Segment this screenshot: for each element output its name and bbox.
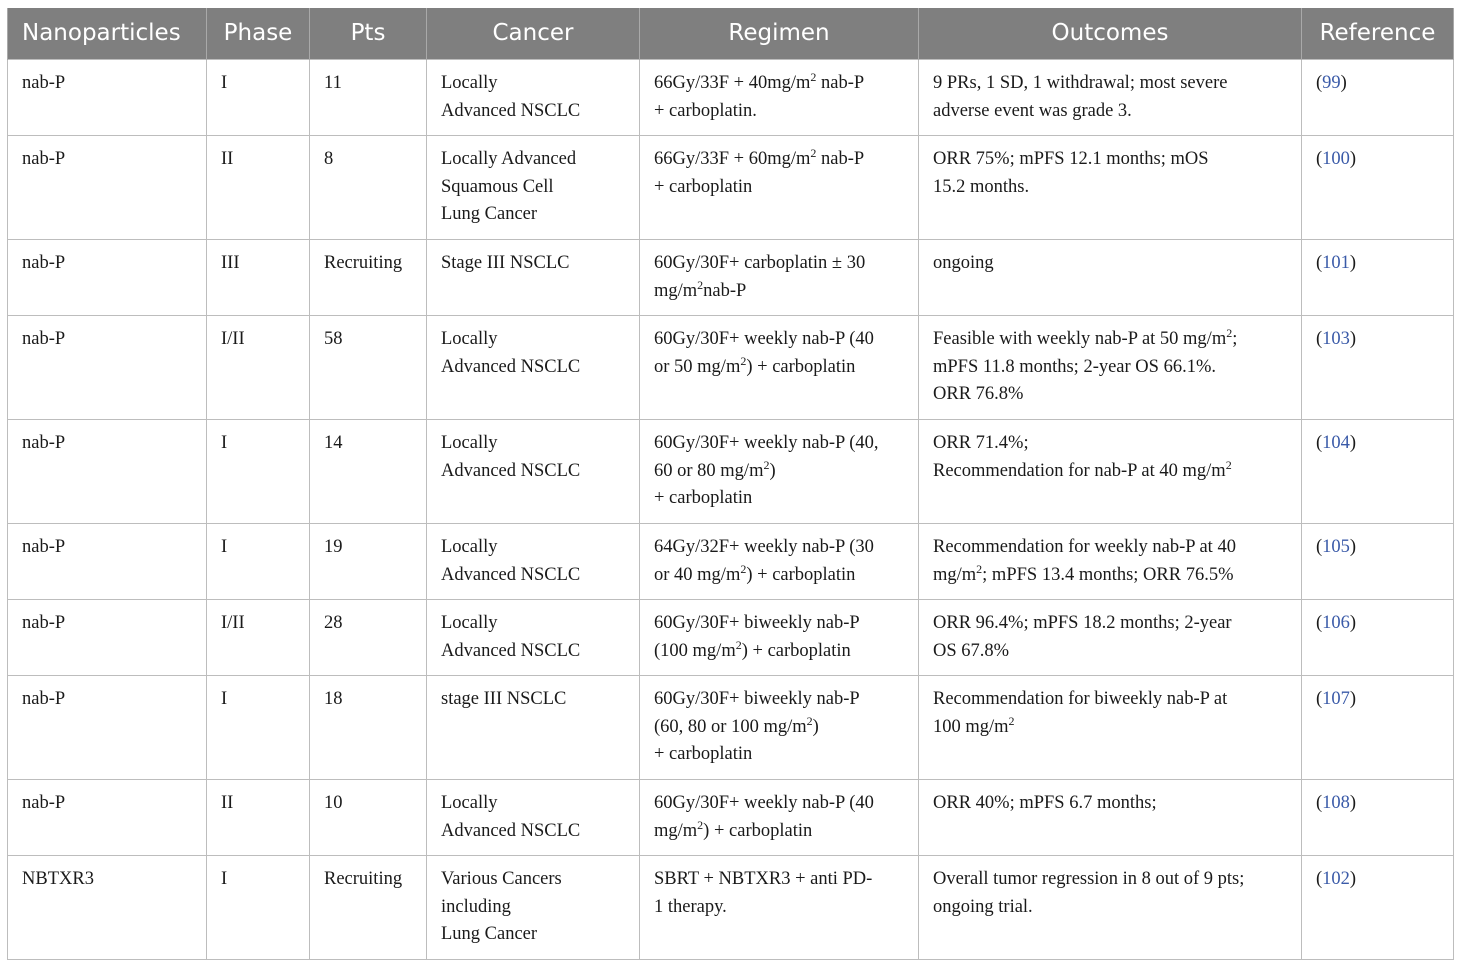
cell-regimen: 60Gy/30F+ weekly nab-P (40, 60 or 80 $mg/m^2$) + carboplatin — [640, 420, 919, 524]
cell-outcomes: ongoing — [919, 240, 1302, 316]
table-row — [8, 600, 1454, 676]
cell-regimen: SBRT + NBTXR3 + anti PD- 1 therapy. — [640, 856, 919, 960]
cell-phase: I/II — [207, 316, 310, 420]
cell-regimen: $66Gy/33F + 40mg/m^2$ nab-P + carboplatin. — [640, 60, 919, 136]
cell-nanoparticles: nab-P — [8, 316, 207, 420]
cell-pts: 18 — [310, 676, 427, 780]
header-cancer: Cancer — [427, 8, 640, 60]
cell-pts: 58 — [310, 316, 427, 420]
cell-reference: (108) — [1302, 780, 1454, 856]
cell-cancer: Stage III NSCLC — [427, 240, 640, 316]
cell-cancer: Locally Advanced Squamous Cell Lung Cancer — [427, 136, 640, 240]
cell-outcomes: ORR 71.4%; Recommendation for nab-P at 40 $mg/m^2$ — [919, 420, 1302, 524]
header-reference: Reference — [1302, 8, 1454, 60]
cell-cancer: Locally Advanced NSCLC — [427, 60, 640, 136]
cell-nanoparticles: nab-P — [8, 136, 207, 240]
cell-cancer: Locally Advanced NSCLC — [427, 780, 640, 856]
table-row — [8, 316, 1454, 420]
reference-link[interactable]: 101 — [1322, 253, 1350, 273]
cell-cancer: Various Cancers including Lung Cancer — [427, 856, 640, 960]
reference-link[interactable]: 103 — [1322, 329, 1350, 349]
cell-cancer: Locally Advanced NSCLC — [427, 524, 640, 600]
table-body — [8, 60, 1454, 960]
header-regimen: Regimen — [640, 8, 919, 60]
cell-nanoparticles: nab-P — [8, 600, 207, 676]
cell-phase: I/II — [207, 600, 310, 676]
cell-reference: (99) — [1302, 60, 1454, 136]
cell-regimen: $66Gy/33F + 60mg/m^2$ nab-P + carboplatin — [640, 136, 919, 240]
cell-regimen: 60Gy/30F+ biweekly nab-P (100 $mg/m^2$) + carboplatin — [640, 600, 919, 676]
cell-reference: (101) — [1302, 240, 1454, 316]
cell-phase: I — [207, 856, 310, 960]
cell-nanoparticles: NBTXR3 — [8, 856, 207, 960]
cell-nanoparticles: nab-P — [8, 676, 207, 780]
header-pts: Pts — [310, 8, 427, 60]
cell-outcomes: ORR 40%; mPFS 6.7 months; — [919, 780, 1302, 856]
cell-cancer: stage III NSCLC — [427, 676, 640, 780]
table-row — [8, 420, 1454, 524]
cell-cancer: Locally Advanced NSCLC — [427, 600, 640, 676]
cell-outcomes: Feasible with weekly nab-P at 50 $mg/m^2$; mPFS 11.8 months; 2-year OS 66.1%. ORR 76.8% — [919, 316, 1302, 420]
cell-regimen: 60Gy/30F+ carboplatin ± 30 $mg/m^2nab-P$ — [640, 240, 919, 316]
reference-link[interactable]: 108 — [1322, 793, 1350, 813]
table-row — [8, 856, 1454, 960]
header-row — [8, 8, 1454, 60]
cell-nanoparticles: nab-P — [8, 420, 207, 524]
reference-link[interactable]: 104 — [1322, 433, 1350, 453]
cell-reference: (102) — [1302, 856, 1454, 960]
header-outcomes: Outcomes — [919, 8, 1302, 60]
cell-reference: (105) — [1302, 524, 1454, 600]
cell-outcomes: 9 PRs, 1 SD, 1 withdrawal; most severe adverse event was grade 3. — [919, 60, 1302, 136]
cell-pts: 11 — [310, 60, 427, 136]
cell-phase: I — [207, 60, 310, 136]
cell-outcomes: ORR 96.4%; mPFS 18.2 months; 2-year OS 67.8% — [919, 600, 1302, 676]
cell-regimen: 60Gy/30F+ weekly nab-P (40 $mg/m^2$) + carboplatin — [640, 780, 919, 856]
table-row — [8, 136, 1454, 240]
cell-outcomes: Overall tumor regression in 8 out of 9 pts; ongoing trial. — [919, 856, 1302, 960]
cell-pts: 10 — [310, 780, 427, 856]
table-row — [8, 60, 1454, 136]
cell-phase: II — [207, 780, 310, 856]
reference-link[interactable]: 106 — [1322, 613, 1350, 633]
cell-pts: 8 — [310, 136, 427, 240]
cell-nanoparticles: nab-P — [8, 60, 207, 136]
cell-reference: (107) — [1302, 676, 1454, 780]
cell-reference: (103) — [1302, 316, 1454, 420]
cell-reference: (100) — [1302, 136, 1454, 240]
cell-reference: (104) — [1302, 420, 1454, 524]
cell-pts: 28 — [310, 600, 427, 676]
cell-phase: I — [207, 420, 310, 524]
cell-phase: II — [207, 136, 310, 240]
cell-pts: 14 — [310, 420, 427, 524]
reference-link[interactable]: 100 — [1322, 149, 1350, 169]
table-row — [8, 780, 1454, 856]
table-row — [8, 676, 1454, 780]
cell-pts: Recruiting — [310, 856, 427, 960]
cell-phase: III — [207, 240, 310, 316]
reference-link[interactable]: 99 — [1322, 73, 1341, 93]
reference-link[interactable]: 102 — [1322, 869, 1350, 889]
cell-cancer: Locally Advanced NSCLC — [427, 316, 640, 420]
cell-regimen: 64Gy/32F+ weekly nab-P (30 or 40 $mg/m^2$) + carboplatin — [640, 524, 919, 600]
cell-cancer: Locally Advanced NSCLC — [427, 420, 640, 524]
cell-phase: I — [207, 676, 310, 780]
reference-link[interactable]: 105 — [1322, 537, 1350, 557]
clinical-trials-table — [7, 8, 1454, 960]
cell-nanoparticles: nab-P — [8, 524, 207, 600]
cell-outcomes: ORR 75%; mPFS 12.1 months; mOS 15.2 months. — [919, 136, 1302, 240]
cell-outcomes: Recommendation for weekly nab-P at 40 $mg/m^2$; mPFS 13.4 months; ORR 76.5% — [919, 524, 1302, 600]
cell-regimen: 60Gy/30F+ weekly nab-P (40 or 50 $mg/m^2$) + carboplatin — [640, 316, 919, 420]
cell-reference: (106) — [1302, 600, 1454, 676]
cell-nanoparticles: nab-P — [8, 240, 207, 316]
cell-outcomes: Recommendation for biweekly nab-P at 100 $mg/m^2$ — [919, 676, 1302, 780]
cell-phase: I — [207, 524, 310, 600]
cell-regimen: 60Gy/30F+ biweekly nab-P (60, 80 or 100 $mg/m^2$) + carboplatin — [640, 676, 919, 780]
reference-link[interactable]: 107 — [1322, 689, 1350, 709]
cell-pts: Recruiting — [310, 240, 427, 316]
table-row — [8, 240, 1454, 316]
cell-pts: 19 — [310, 524, 427, 600]
header-nanoparticles: Nanoparticles — [8, 8, 207, 60]
header-phase: Phase — [207, 8, 310, 60]
table-row — [8, 524, 1454, 600]
cell-nanoparticles: nab-P — [8, 780, 207, 856]
